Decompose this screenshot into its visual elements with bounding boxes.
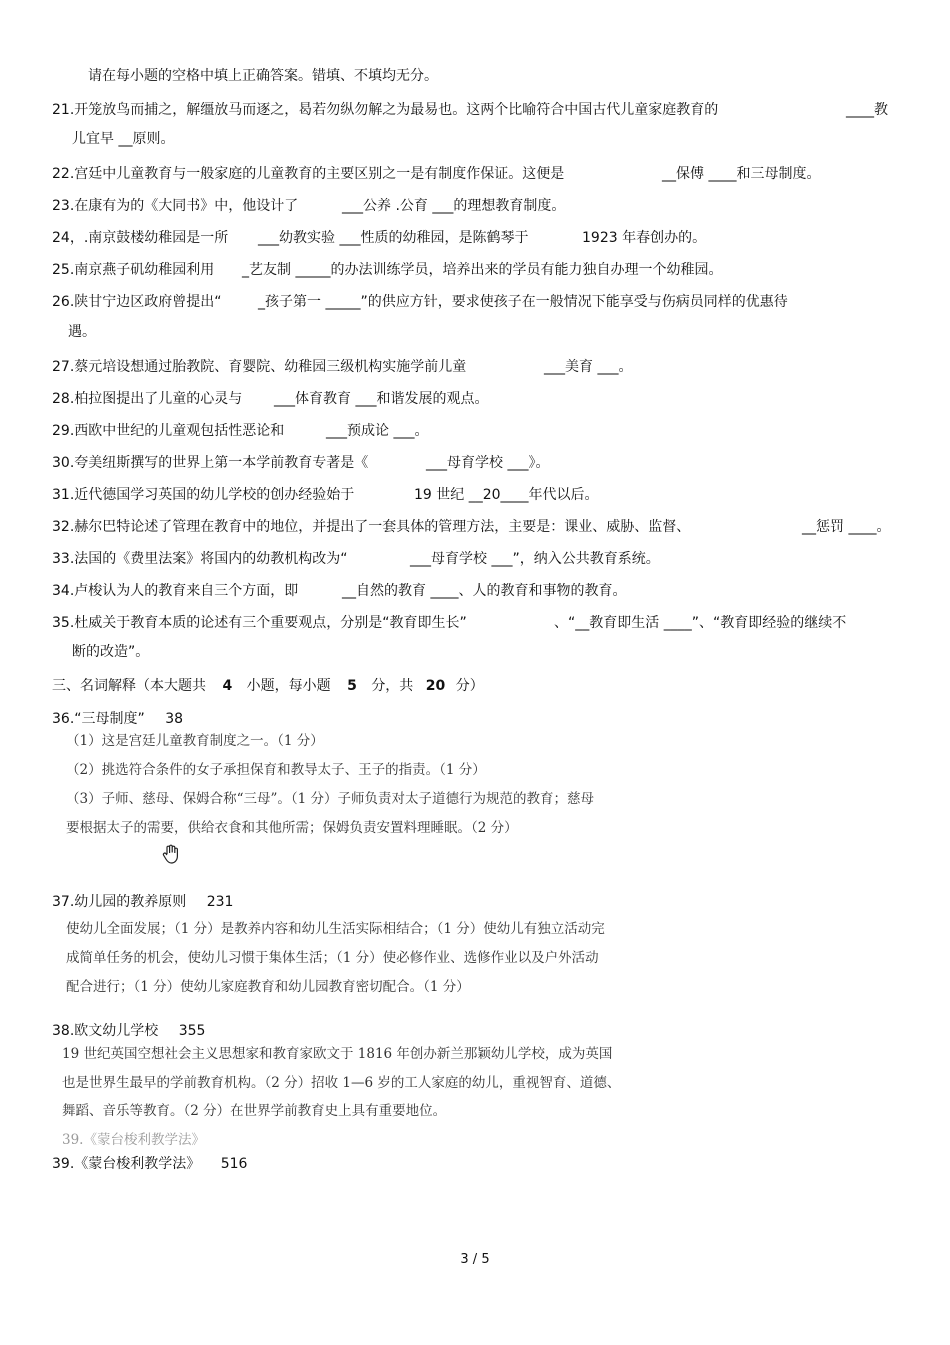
question-29: 29.西欧中世纪的儿童观包括性恶论和 [52,423,285,439]
section-3-heading [52,676,484,696]
question-38-page: 355 [178,1023,206,1039]
hand-cursor-icon [160,843,182,865]
question-31: 31.近代德国学习英国的幼儿学校的创办经验始于 [52,487,355,503]
question-35-answer: 、“__教育即生活 ____”、“教育即经验的继续不 [554,615,847,631]
section-3-part-1: 三、名词解释（本大题共 [52,678,206,694]
question-39-label: 39.《蒙台梭利教学法》 [52,1156,201,1172]
q36-answer-line-1: （1）这是宫廷儿童教育制度之一。（1 分） [66,733,324,749]
question-32: 32.赫尔巴特论述了管理在教育中的地位，并提出了一套具体的管理方法，主要是：课业、威胁、监督、 [52,519,691,535]
section-3-question-count: 4 [222,678,233,694]
question-33-answer: ___母育学校 ___”，纳入公共教育系统。 [410,551,660,567]
question-37-label: 37.幼儿园的教养原则 [52,894,187,910]
question-32-answer: __惩罚 ____。 [802,519,891,535]
question-37-title [52,892,233,912]
question-34-answer: __自然的教育 ____、人的教育和事物的教育。 [342,583,627,599]
q36-answer-line-4: 要根据太子的需要，供给衣食和其他所需；保姆负责安置料理睡眠。（2 分） [66,820,518,836]
question-28: 28.柏拉图提出了儿童的心灵与 [52,391,243,407]
q38-answer-line-2: 也是世界生最早的学前教育机构。（2 分）招收 1—6 岁的工人家庭的幼儿，重视智育、道德、 [62,1075,621,1091]
q37-answer-line-1: 使幼儿全面发展；（1 分）是教养内容和幼儿生活实际相结合；（1 分）使幼儿有独立活动完 [66,921,605,937]
page-number: 3 / 5 [460,1252,490,1267]
q38-answer-line-1: 19 世纪英国空想社会主义思想家和教育家欧文于 1816 年创办新兰那颖幼儿学校，成为英国 [62,1046,613,1062]
question-36-title [52,709,183,729]
question-23-answer: ___公养 .公育 ___的理想教育制度。 [342,198,566,214]
question-30: 30.夸美纽斯撰写的世界上第一本学前教育专著是《 [52,455,369,471]
question-33: 33.法国的《费里法案》将国内的幼教机构改为“ [52,551,348,567]
question-29-answer: ___预成论 ___。 [326,423,429,439]
question-36-page: 38 [165,711,184,727]
q37-answer-line-2: 成简单任务的机会，使幼儿习惯于集体生活；（1 分）使必修作业、选修作业以及户外活动 [66,950,599,966]
q37-answer-line-3: 配合进行；（1 分）使幼儿家庭教育和幼儿园教育密切配合。（1 分） [66,979,470,995]
question-38-title [52,1021,205,1041]
question-24-answer: ___幼教实验 ___性质的幼稚园，是陈鹤琴于 [258,230,529,246]
question-35-cont: 断的改造”。 [72,644,150,660]
question-21-cont: 儿宜早 __原则。 [72,131,175,147]
question-22: 22.宫廷中儿童教育与一般家庭的儿童教育的主要区别之一是有制度作保证。这便是 [52,166,565,182]
q38-answer-line-3: 舞蹈、音乐等教育。（2 分）在世界学前教育史上具有重要地位。 [62,1103,447,1119]
question-21-blank: ____教 [846,102,888,118]
question-39-title [52,1154,247,1174]
question-28-answer: ___体育教育 ___和谐发展的观点。 [274,391,489,407]
question-21: 21.开笼放鸟而捕之，解缰放马而逐之，曷若勿纵勿解之为最易也。这两个比喻符合中国古代儿童家庭教育的 [52,102,719,118]
question-26-answer: _孩子第一 _____”的供应方针，要求使孩子在一般情况下能享受与伤病员同样的优惠待 [258,294,788,310]
question-24: 24，.南京鼓楼幼稚园是一所 [52,230,229,246]
question-39-page: 516 [220,1156,248,1172]
cropped-text-fragment: 39.《蒙台梭利教学法》 [62,1132,205,1148]
section-3-part-3: 分，共 [371,678,414,694]
question-27-answer: ___美育 ___。 [544,359,633,375]
section-3-points-each: 5 [347,678,357,694]
section-3-total-points: 20 [425,678,446,694]
question-25-answer: _艺友制 _____的办法训练学员，培养出来的学员有能力独自办理一个幼稚园。 [242,262,723,278]
question-36-label: 36.“三母制度” [52,711,145,727]
question-30-answer: ___母育学校 ___》。 [426,455,550,471]
question-24-end: 1923 年春创办的。 [582,230,707,246]
q36-answer-line-2: （2）挑选符合条件的女子承担保育和教导太子、王子的指责。（1 分） [66,762,486,778]
question-26: 26.陕甘宁边区政府曾提出“ [52,294,222,310]
question-38-label: 38.欧文幼儿学校 [52,1023,159,1039]
question-34: 34.卢梭认为人的教育来自三个方面，即 [52,583,299,599]
section-3-part-2: 小题，每小题 [246,678,331,694]
instruction-text: 请在每小题的空格中填上正确答案。错填、不填均无分。 [88,68,438,84]
question-25: 25.南京燕子矶幼稚园利用 [52,262,215,278]
question-31-answer: 19 世纪 __20____年代以后。 [414,487,599,503]
question-37-page: 231 [206,894,234,910]
question-26-cont: 遇。 [68,324,96,340]
question-23: 23.在康有为的《大同书》中，他设计了 [52,198,299,214]
question-35: 35.杜威关于教育本质的论述有三个重要观点，分别是“教育即生长” [52,615,467,631]
q36-answer-line-3: （3）子师、慈母、保姆合称“三母”。（1 分）子师负责对太子道德行为规范的教育；慈母 [66,791,595,807]
question-27: 27.蔡元培设想通过胎教院、育婴院、幼稚园三级机构实施学前儿童 [52,359,467,375]
section-3-part-4: 分） [455,678,484,694]
question-22-answer: __保傅 ____和三母制度。 [662,166,821,182]
